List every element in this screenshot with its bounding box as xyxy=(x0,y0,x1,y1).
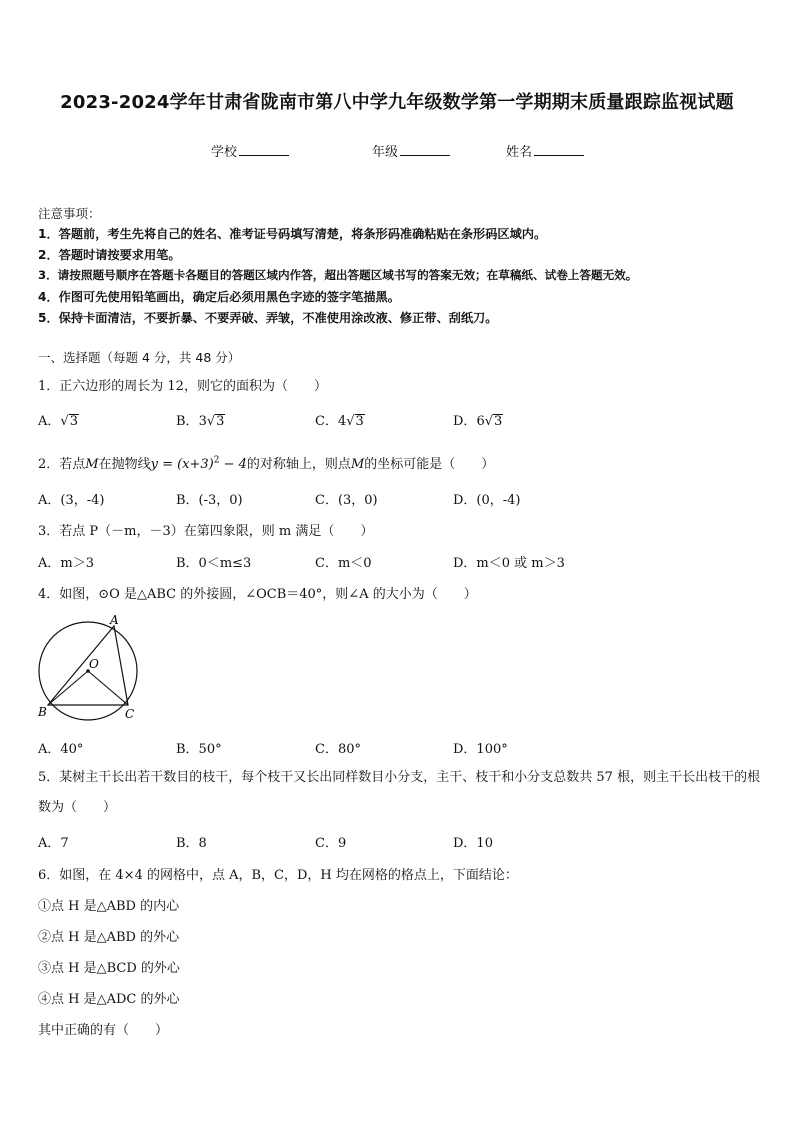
q2-option-b: B．(-3，0) xyxy=(176,493,243,508)
q3-stem: 3．若点 P（－m，－3）在第四象限，则 m 满足（ ） xyxy=(38,524,374,539)
q1-option-b: B．3√3 xyxy=(176,414,225,429)
q5-option-a: A．7 xyxy=(38,836,69,851)
label-a: A xyxy=(110,613,119,627)
notice-item-5: 5．保持卡面清洁，不要折暴、不要弄破、弄皱，不准使用涂改液、修正带、刮纸刀。 xyxy=(38,311,498,325)
q5-option-d: D．10 xyxy=(453,836,493,851)
notice-heading: 注意事项： xyxy=(38,206,101,221)
school-field xyxy=(211,141,289,160)
q4-option-d: D．100° xyxy=(453,742,508,757)
q4-stem: 4．如图，⊙O 是△ABC 的外接圆，∠OCB＝40°，则∠A 的大小为（ ） xyxy=(38,587,477,602)
school-blank xyxy=(239,143,289,156)
q2-option-a: A．(3，-4) xyxy=(38,493,105,508)
q2-stem: 2．若点M在抛物线$y = (x+3)^2 - 4$的对称轴上，则点M的坐标可能是（ ） xyxy=(38,455,495,472)
name-blank xyxy=(534,143,584,156)
q4-option-a: A．40° xyxy=(38,742,84,757)
notice-item-2: 2．答题时请按要求用笔。 xyxy=(38,248,181,262)
grade-field xyxy=(372,141,450,160)
q1-option-d: D．6√3 xyxy=(453,414,503,429)
q2-option-c: C．(3，0) xyxy=(315,493,378,508)
q3-option-d: D．m＜0 或 m＞3 xyxy=(453,556,565,571)
q4-option-b: B．50° xyxy=(176,742,222,757)
q6-item-2: ②点 H 是△ABD 的外心 xyxy=(38,930,180,945)
q3-option-a: A．m＞3 xyxy=(38,556,94,571)
notice-item-1: 1．答题前，考生先将自己的姓名、准考证号码填写清楚，将条形码准确粘贴在条形码区域内。 xyxy=(38,227,547,241)
q6-question: 其中正确的有（ ） xyxy=(38,1023,169,1038)
q4-option-c: C．80° xyxy=(315,742,361,757)
q5-option-b: B．8 xyxy=(176,836,207,851)
q3-option-b: B．0＜m≤3 xyxy=(176,556,252,571)
q1-stem: 1．正六边形的周长为 12，则它的面积为（ ） xyxy=(38,379,327,394)
section-heading: 一、选择题（每题 4 分，共 48 分） xyxy=(38,350,241,365)
q2-option-d: D．(0，-4) xyxy=(453,493,521,508)
q6-item-3: ③点 H 是△BCD 的外心 xyxy=(38,961,180,976)
segment-oc xyxy=(88,671,128,705)
segment-ob xyxy=(48,671,88,705)
q1-option-c: C．4√3 xyxy=(315,414,364,429)
notice-item-3: 3．请按照题号顺序在答题卡各题目的答题区域内作答，超出答题区域书写的答案无效；在草稿纸、试卷上答题无效。 xyxy=(38,268,638,282)
label-o: O xyxy=(89,657,99,671)
grade-label: 年级 xyxy=(372,145,399,160)
name-field xyxy=(506,141,584,160)
q5-stem: 5．某树主干长出若干数目的枝干，每个枝干又长出同样数目小分支，主干、枝干和小分支总数共 57 根，则主干长出枝干的根数为（ ） xyxy=(38,770,761,815)
label-b: B xyxy=(38,705,47,719)
q3-option-c: C．m＜0 xyxy=(315,556,372,571)
notice-item-4: 4．作图可先使用铅笔画出，确定后必须用黑色字迹的签字笔描黑。 xyxy=(38,290,400,304)
q4-circle-figure xyxy=(30,612,150,724)
school-label: 学校 xyxy=(211,145,238,160)
q5-option-c: C．9 xyxy=(315,836,347,851)
q6-item-1: ①点 H 是△ABD 的内心 xyxy=(38,899,180,914)
grade-blank xyxy=(400,143,450,156)
triangle-abc xyxy=(48,626,128,705)
q1-option-a: A．√3 xyxy=(38,414,78,429)
name-label: 姓名 xyxy=(506,145,533,160)
q6-item-4: ④点 H 是△ADC 的外心 xyxy=(38,992,180,1007)
q6-stem: 6．如图，在 4×4 的网格中，点 A，B，C，D，H 均在网格的格点上，下面结论： xyxy=(38,868,518,883)
label-c: C xyxy=(125,707,135,721)
exam-title: 2023-2024学年甘肃省陇南市第八中学九年级数学第一学期期末质量跟踪监视试题 xyxy=(60,92,734,113)
